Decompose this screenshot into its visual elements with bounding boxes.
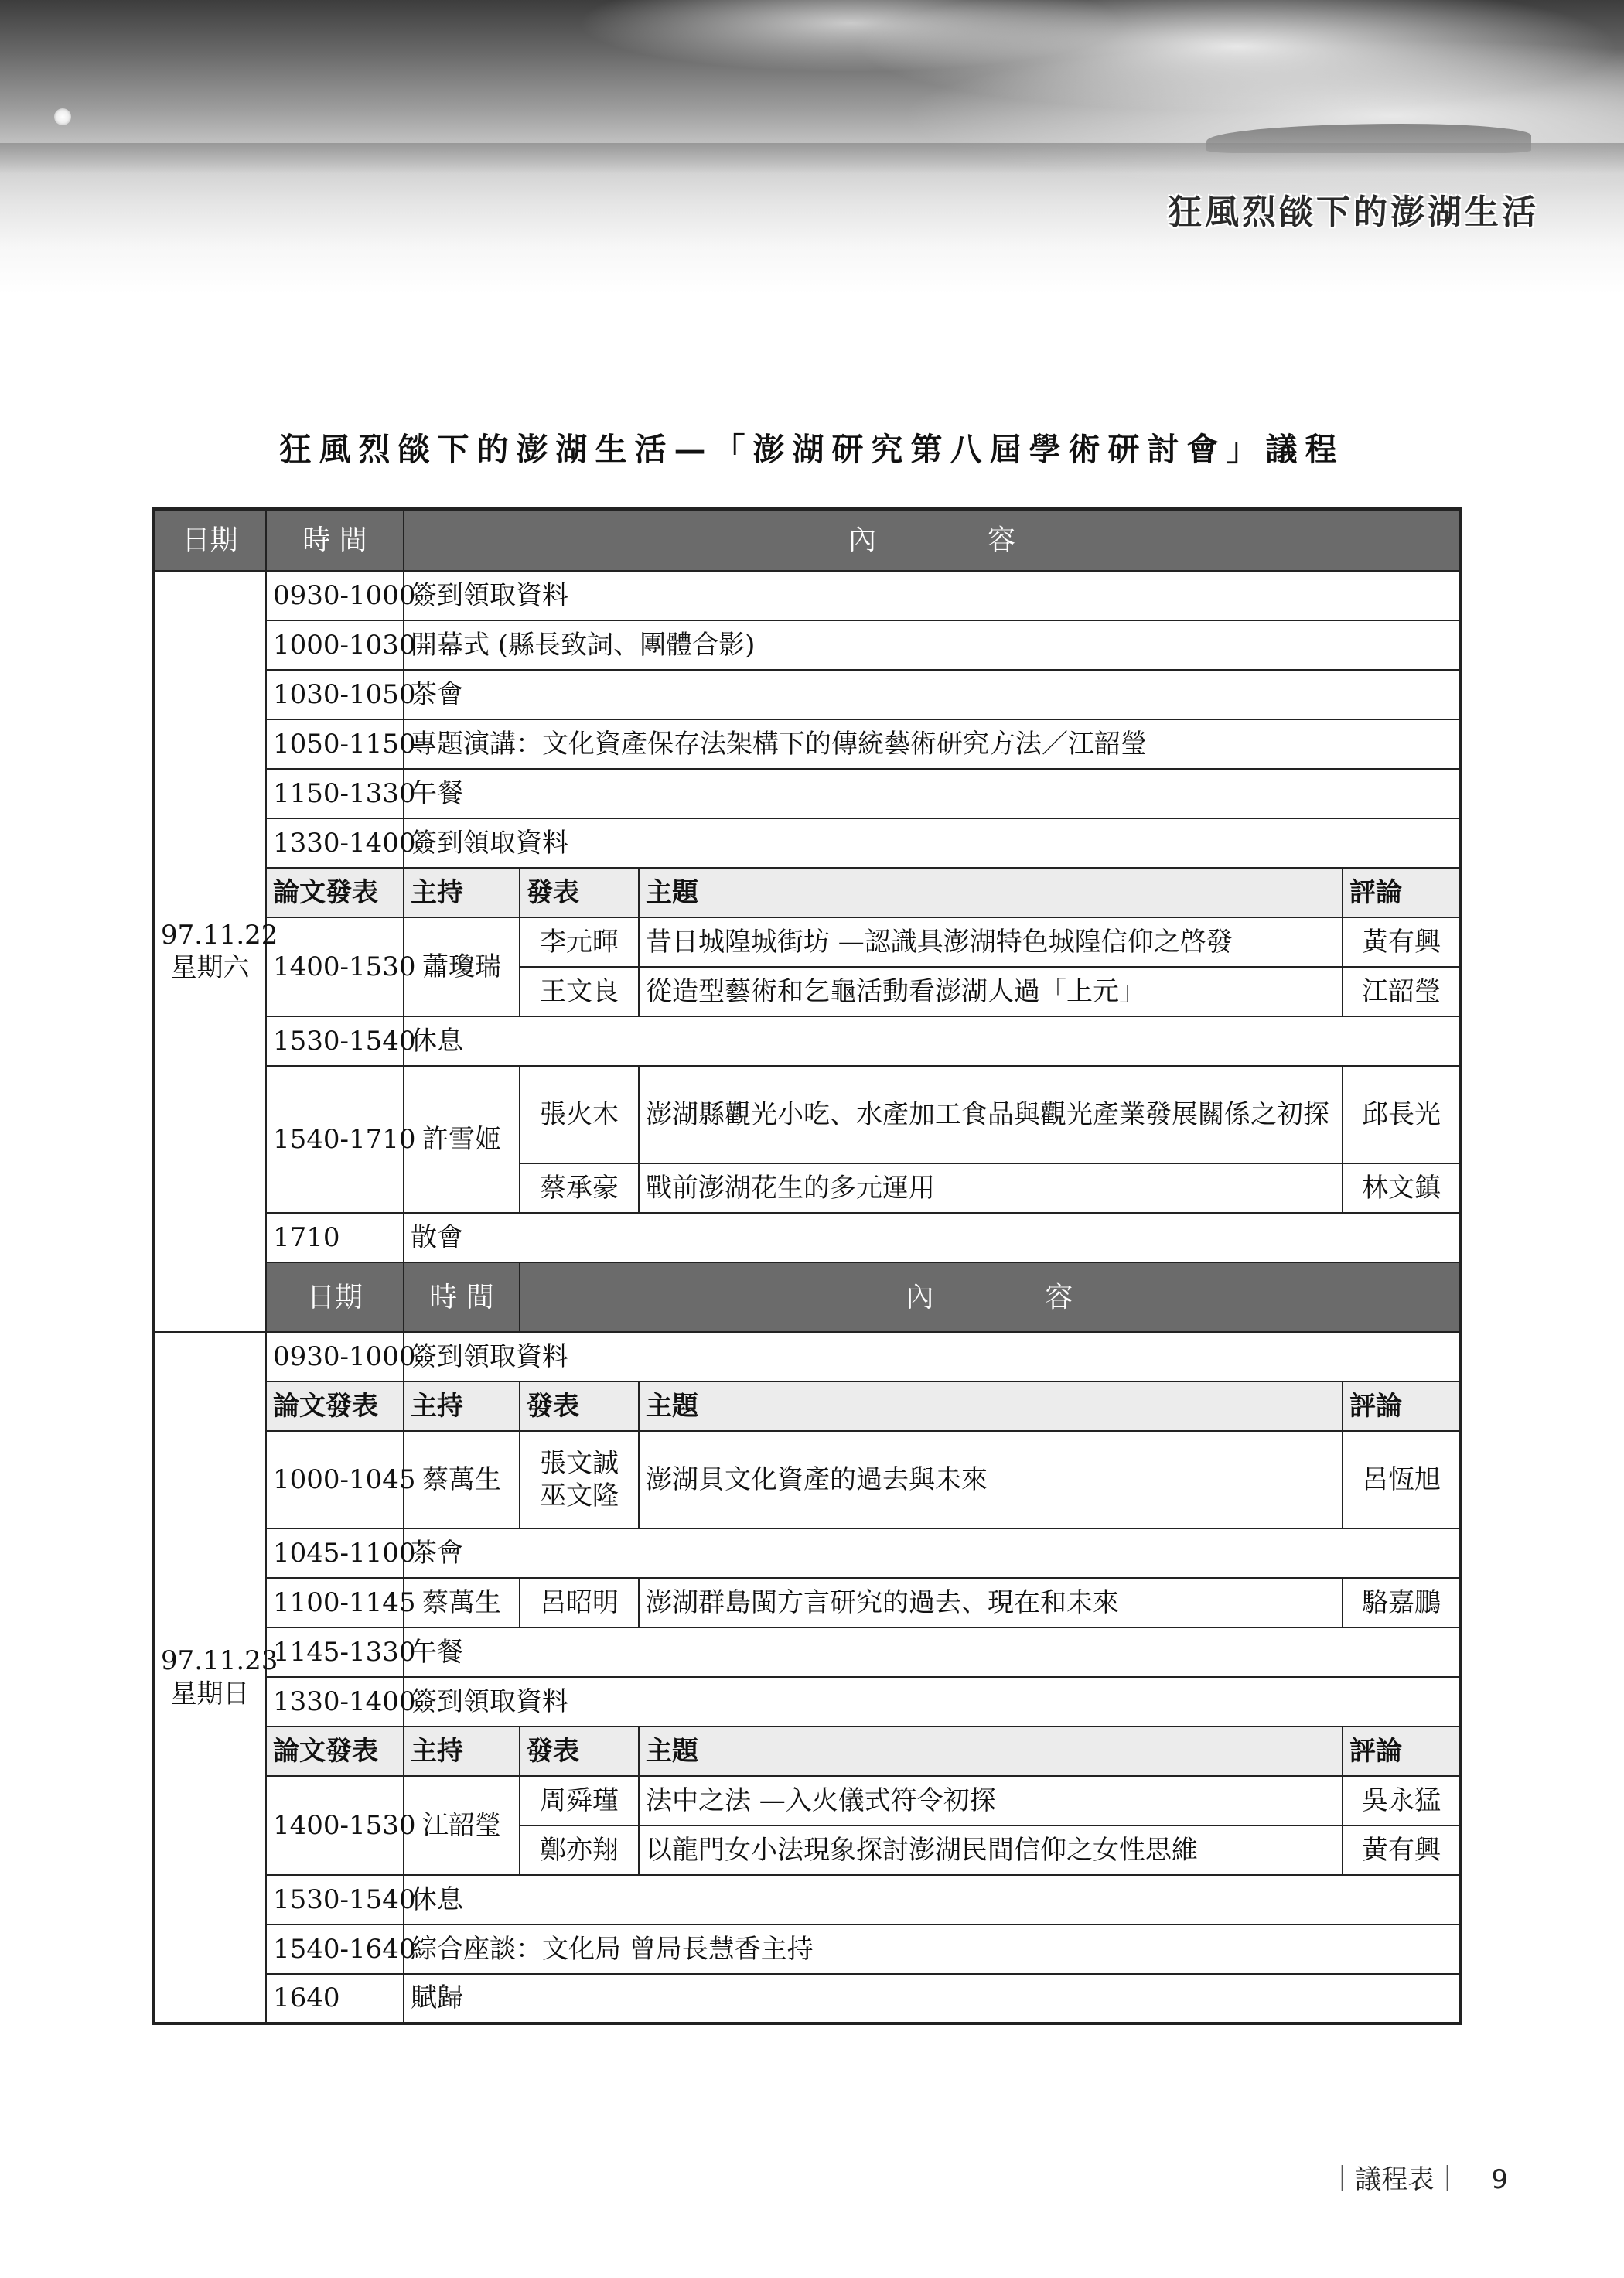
subheader-topic: 主題 (639, 868, 1343, 917)
table-row (153, 1332, 1460, 1381)
host-cell: 許雪姬 (404, 1066, 520, 1213)
table-row (153, 1776, 1460, 1825)
time-cell: 1540-1640 (266, 1925, 404, 1974)
host-cell: 蕭瓊瑞 (404, 917, 520, 1016)
review-cell: 江韶瑩 (1343, 967, 1460, 1016)
topic-cell: 澎湖群島閩方言研究的過去、現在和未來 (639, 1578, 1343, 1627)
header-banner-image (0, 0, 1624, 294)
item-cell: 茶會 (404, 1528, 1460, 1578)
day2-date: 97.11.23 (161, 1645, 278, 1676)
review-cell: 黃有興 (1343, 1825, 1460, 1875)
item-cell: 休息 (404, 1016, 1460, 1066)
review-cell: 黃有興 (1343, 917, 1460, 967)
item-cell: 散會 (404, 1213, 1460, 1262)
day1-date: 97.11.22 (161, 919, 278, 951)
subheader-host: 主持 (404, 1381, 520, 1431)
time-cell: 1330-1400 (266, 818, 404, 868)
table-row (153, 1016, 1460, 1066)
table-row (153, 719, 1460, 769)
footer-separator: ｜ (1434, 2164, 1461, 2195)
papers-subheader-row (153, 1726, 1460, 1776)
day1-weekday: 星期六 (170, 952, 250, 983)
subheader-papers: 論文發表 (266, 1381, 404, 1431)
table-header-row (153, 1262, 1460, 1332)
subheader-presenter: 發表 (520, 868, 639, 917)
time-cell: 1050-1150 (266, 719, 404, 769)
presenter-cell: 鄭亦翔 (520, 1825, 639, 1875)
table-row (153, 769, 1460, 818)
item-cell: 午餐 (404, 1627, 1460, 1677)
item-cell: 賦歸 (404, 1974, 1460, 2024)
subheader-review: 評論 (1343, 1726, 1460, 1776)
item-cell: 簽到領取資料 (404, 818, 1460, 868)
table-row (153, 1925, 1460, 1974)
table-row (153, 1974, 1460, 2024)
item-cell: 簽到領取資料 (404, 1332, 1460, 1381)
subheader-papers: 論文發表 (266, 1726, 404, 1776)
papers-subheader-row (153, 1381, 1460, 1431)
table-row (153, 917, 1460, 967)
presenter-name: 張文誠 (540, 1447, 619, 1479)
presenter-cell: 周舜瑾 (520, 1776, 639, 1825)
time-cell: 0930-1000 (266, 1332, 404, 1381)
table-row (153, 818, 1460, 868)
papers-subheader-row (153, 868, 1460, 917)
time-cell: 1000-1045 (266, 1431, 404, 1528)
topic-cell: 法中之法 —入火儀式符令初探 (639, 1776, 1343, 1825)
topic-cell: 戰前澎湖花生的多元運用 (639, 1163, 1343, 1213)
time-cell: 1045-1100 (266, 1528, 404, 1578)
subheader-presenter: 發表 (520, 1726, 639, 1776)
time-cell: 1640 (266, 1974, 404, 2024)
review-cell: 呂恆旭 (1343, 1431, 1460, 1528)
footer-separator: ｜ (1329, 2164, 1356, 2195)
subheader-host: 主持 (404, 868, 520, 917)
item-cell: 開幕式 (縣長致詞、團體合影) (404, 620, 1460, 670)
page-footer (1329, 2158, 1508, 2196)
day2-date-cell (153, 1332, 278, 2024)
subheader-review: 評論 (1343, 868, 1460, 917)
host-cell: 江韶瑩 (404, 1776, 520, 1875)
agenda-table (152, 507, 1462, 2025)
table-row (153, 571, 1460, 620)
table-row (153, 1213, 1460, 1262)
time-cell: 1330-1400 (266, 1677, 404, 1726)
table-row (153, 1066, 1460, 1163)
header-content: 內 容 (404, 509, 1460, 571)
item-cell: 專題演講：文化資產保存法架構下的傳統藝術研究方法／江韶瑩 (404, 719, 1460, 769)
item-cell: 休息 (404, 1875, 1460, 1925)
sun-glow (54, 108, 71, 125)
presenter-cell: 蔡承豪 (520, 1163, 639, 1213)
review-cell: 林文鎮 (1343, 1163, 1460, 1213)
subheader-host: 主持 (404, 1726, 520, 1776)
item-cell: 午餐 (404, 769, 1460, 818)
presenter-cell: 呂昭明 (520, 1578, 639, 1627)
header-content: 內 容 (520, 1262, 1460, 1332)
item-cell: 簽到領取資料 (404, 571, 1460, 620)
review-cell: 駱嘉鵬 (1343, 1578, 1460, 1627)
table-row (153, 670, 1460, 719)
time-cell: 1540-1710 (266, 1066, 404, 1213)
footer-label: 議程表 (1355, 2164, 1435, 2195)
time-cell: 1400-1530 (266, 917, 404, 1016)
time-cell: 1400-1530 (266, 1776, 404, 1875)
time-cell: 0930-1000 (266, 571, 404, 620)
table-row (153, 620, 1460, 670)
presenter-cell: 王文良 (520, 967, 639, 1016)
host-cell: 蔡萬生 (404, 1431, 520, 1528)
header-time: 時 間 (266, 509, 404, 571)
time-cell: 1100-1145 (266, 1578, 404, 1627)
subheader-topic: 主題 (639, 1726, 1343, 1776)
time-cell: 1530-1540 (266, 1016, 404, 1066)
topic-cell: 澎湖縣觀光小吃、水產加工食品與觀光產業發展關係之初探 (639, 1066, 1343, 1163)
day2-weekday: 星期日 (170, 1678, 250, 1709)
presenter-cell: 李元暉 (520, 917, 639, 967)
subheader-topic: 主題 (639, 1381, 1343, 1431)
header-time: 時 間 (404, 1262, 520, 1332)
table-row (153, 1875, 1460, 1925)
time-cell: 1030-1050 (266, 670, 404, 719)
table-row (153, 1578, 1460, 1627)
banner-title: 狂風烈燄下的澎湖生活 (1168, 193, 1539, 232)
review-cell: 邱長光 (1343, 1066, 1460, 1163)
time-cell: 1710 (266, 1213, 404, 1262)
item-cell: 簽到領取資料 (404, 1677, 1460, 1726)
table-row (153, 1431, 1460, 1528)
header-date: 日期 (153, 509, 266, 571)
item-cell: 茶會 (404, 670, 1460, 719)
item-cell: 綜合座談：文化局 曾局長慧香主持 (404, 1925, 1460, 1974)
presenter-cell (520, 1431, 639, 1528)
island-silhouette (1206, 124, 1531, 153)
document-title: 狂風烈燄下的澎湖生活—「澎湖研究第八屆學術研討會」議程 (279, 431, 1345, 468)
time-cell: 1530-1540 (266, 1875, 404, 1925)
time-cell: 1000-1030 (266, 620, 404, 670)
subheader-review: 評論 (1343, 1381, 1460, 1431)
topic-cell: 澎湖貝文化資產的過去與未來 (639, 1431, 1343, 1528)
time-cell: 1150-1330 (266, 769, 404, 818)
table-header-row (153, 509, 1460, 571)
review-cell: 吳永猛 (1343, 1776, 1460, 1825)
table-row (153, 1528, 1460, 1578)
table-row (153, 1677, 1460, 1726)
topic-cell: 從造型藝術和乞龜活動看澎湖人過「上元」 (639, 967, 1343, 1016)
subheader-presenter: 發表 (520, 1381, 639, 1431)
table-row (153, 1627, 1460, 1677)
subheader-papers: 論文發表 (266, 868, 404, 917)
day1-date-cell (153, 571, 278, 1332)
topic-cell: 昔日城隍城街坊 —認識具澎湖特色城隍信仰之啓發 (639, 917, 1343, 967)
presenter-cell: 張火木 (520, 1066, 639, 1163)
host-cell: 蔡萬生 (404, 1578, 520, 1627)
presenter-name: 巫文隆 (540, 1481, 619, 1511)
page-number: 9 (1491, 2164, 1508, 2195)
topic-cell: 以龍門女小法現象探討澎湖民間信仰之女性思維 (639, 1825, 1343, 1875)
header-date: 日期 (266, 1262, 404, 1332)
time-cell: 1145-1330 (266, 1627, 404, 1677)
